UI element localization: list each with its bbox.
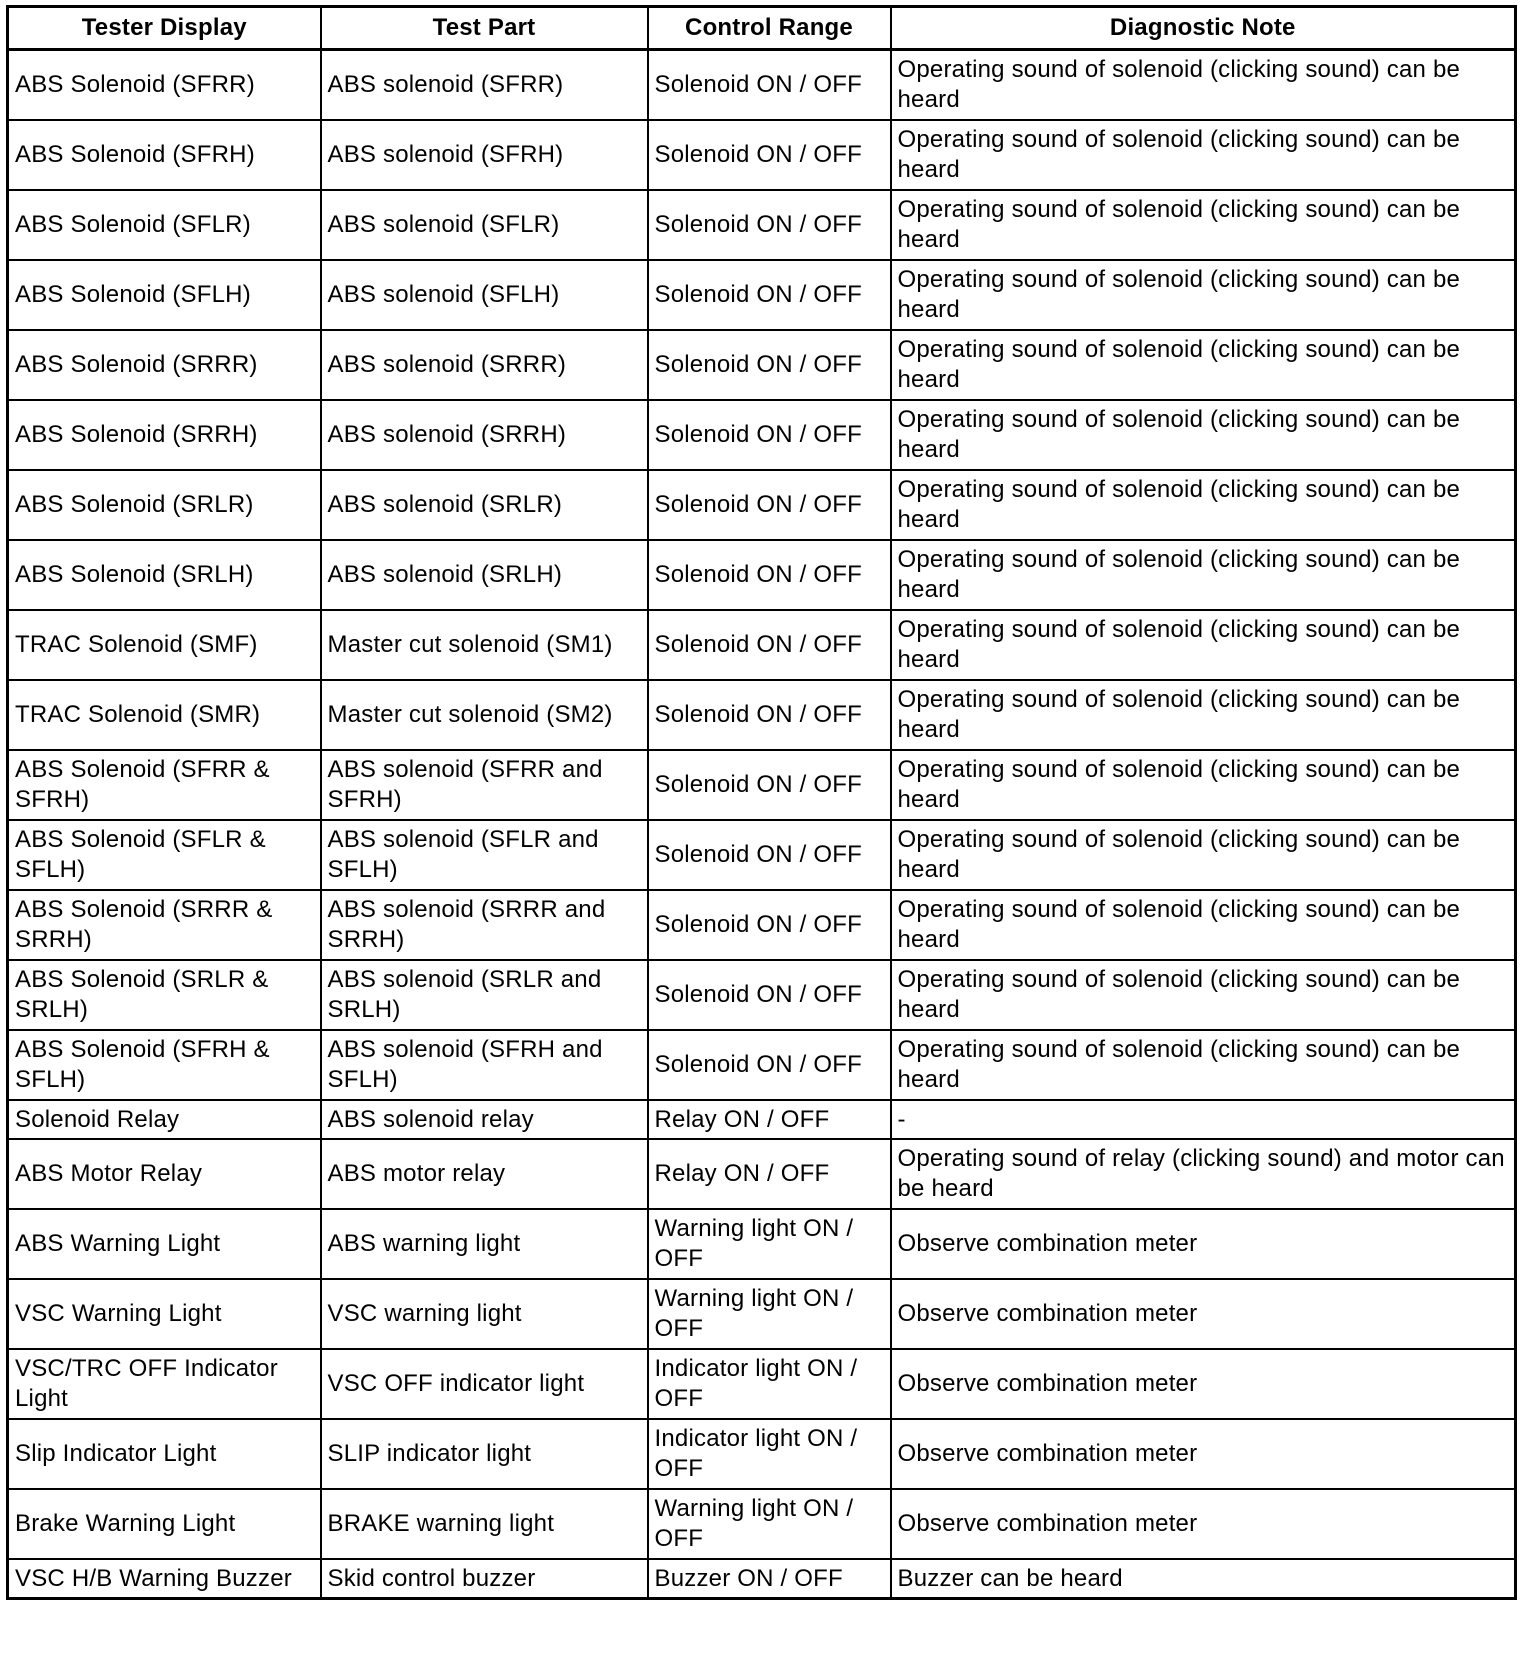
cell-test-part: VSC warning light <box>321 1279 648 1349</box>
cell-control-range: Solenoid ON / OFF <box>648 890 891 960</box>
cell-tester-display: ABS Solenoid (SFRH) <box>8 120 321 190</box>
cell-diagnostic-note: Operating sound of relay (clicking sound) and motor can be heard <box>891 1139 1516 1209</box>
cell-control-range: Solenoid ON / OFF <box>648 1030 891 1100</box>
cell-tester-display: VSC H/B Warning Buzzer <box>8 1559 321 1599</box>
cell-test-part: ABS solenoid relay <box>321 1100 648 1139</box>
cell-diagnostic-note: Operating sound of solenoid (clicking sound) can be heard <box>891 190 1516 260</box>
table-row <box>8 890 1516 960</box>
cell-diagnostic-note: Operating sound of solenoid (clicking sound) can be heard <box>891 540 1516 610</box>
cell-test-part: ABS solenoid (SRLR and SRLH) <box>321 960 648 1030</box>
cell-control-range: Indicator light ON / OFF <box>648 1349 891 1419</box>
cell-diagnostic-note: Observe combination meter <box>891 1349 1516 1419</box>
table-row <box>8 540 1516 610</box>
header-diagnostic-note: Diagnostic Note <box>891 7 1516 50</box>
cell-test-part: ABS solenoid (SFLH) <box>321 260 648 330</box>
cell-test-part: VSC OFF indicator light <box>321 1349 648 1419</box>
cell-diagnostic-note: Buzzer can be heard <box>891 1559 1516 1599</box>
cell-tester-display: ABS Solenoid (SFLR) <box>8 190 321 260</box>
cell-control-range: Solenoid ON / OFF <box>648 470 891 540</box>
cell-diagnostic-note: Operating sound of solenoid (clicking sound) can be heard <box>891 400 1516 470</box>
table-row <box>8 260 1516 330</box>
table-row <box>8 960 1516 1030</box>
cell-control-range: Buzzer ON / OFF <box>648 1559 891 1599</box>
table-row <box>8 1030 1516 1100</box>
cell-diagnostic-note: Operating sound of solenoid (clicking sound) can be heard <box>891 820 1516 890</box>
cell-diagnostic-note: Operating sound of solenoid (clicking sound) can be heard <box>891 750 1516 820</box>
cell-diagnostic-note: Operating sound of solenoid (clicking sound) can be heard <box>891 50 1516 121</box>
cell-tester-display: ABS Warning Light <box>8 1209 321 1279</box>
cell-test-part: SLIP indicator light <box>321 1419 648 1489</box>
cell-tester-display: ABS Solenoid (SFRR) <box>8 50 321 121</box>
cell-tester-display: ABS Solenoid (SFRR & SFRH) <box>8 750 321 820</box>
cell-tester-display: ABS Solenoid (SFLH) <box>8 260 321 330</box>
cell-test-part: ABS solenoid (SRLH) <box>321 540 648 610</box>
cell-test-part: ABS solenoid (SFRH and SFLH) <box>321 1030 648 1100</box>
cell-control-range: Relay ON / OFF <box>648 1139 891 1209</box>
table-row <box>8 330 1516 400</box>
cell-control-range: Relay ON / OFF <box>648 1100 891 1139</box>
cell-diagnostic-note: Observe combination meter <box>891 1209 1516 1279</box>
table-row <box>8 1100 1516 1139</box>
cell-tester-display: VSC/TRC OFF Indicator Light <box>8 1349 321 1419</box>
cell-test-part: Master cut solenoid (SM2) <box>321 680 648 750</box>
cell-tester-display: ABS Solenoid (SRLR) <box>8 470 321 540</box>
table-row <box>8 750 1516 820</box>
cell-diagnostic-note: Observe combination meter <box>891 1419 1516 1489</box>
cell-diagnostic-note: Observe combination meter <box>891 1489 1516 1559</box>
table-row <box>8 820 1516 890</box>
cell-test-part: ABS motor relay <box>321 1139 648 1209</box>
cell-diagnostic-note: Operating sound of solenoid (clicking sound) can be heard <box>891 330 1516 400</box>
cell-test-part: ABS solenoid (SFRR and SFRH) <box>321 750 648 820</box>
cell-tester-display: ABS Solenoid (SRLR & SRLH) <box>8 960 321 1030</box>
cell-diagnostic-note: Operating sound of solenoid (clicking sound) can be heard <box>891 1030 1516 1100</box>
cell-test-part: Master cut solenoid (SM1) <box>321 610 648 680</box>
cell-test-part: ABS solenoid (SFLR) <box>321 190 648 260</box>
cell-tester-display: TRAC Solenoid (SMR) <box>8 680 321 750</box>
cell-test-part: ABS solenoid (SFLR and SFLH) <box>321 820 648 890</box>
cell-control-range: Solenoid ON / OFF <box>648 610 891 680</box>
cell-test-part: ABS solenoid (SFRH) <box>321 120 648 190</box>
table-row <box>8 1279 1516 1349</box>
cell-test-part: ABS solenoid (SFRR) <box>321 50 648 121</box>
cell-tester-display: TRAC Solenoid (SMF) <box>8 610 321 680</box>
cell-tester-display: ABS Solenoid (SFLR & SFLH) <box>8 820 321 890</box>
cell-control-range: Solenoid ON / OFF <box>648 820 891 890</box>
active-test-table-sheet <box>6 5 1514 1600</box>
table-row <box>8 400 1516 470</box>
cell-control-range: Warning light ON / OFF <box>648 1279 891 1349</box>
cell-control-range: Solenoid ON / OFF <box>648 960 891 1030</box>
cell-control-range: Solenoid ON / OFF <box>648 120 891 190</box>
cell-tester-display: Solenoid Relay <box>8 1100 321 1139</box>
table-row <box>8 1349 1516 1419</box>
cell-control-range: Indicator light ON / OFF <box>648 1419 891 1489</box>
cell-tester-display: Slip Indicator Light <box>8 1419 321 1489</box>
cell-control-range: Solenoid ON / OFF <box>648 540 891 610</box>
cell-diagnostic-note: Operating sound of solenoid (clicking sound) can be heard <box>891 120 1516 190</box>
cell-tester-display: ABS Solenoid (SRRR) <box>8 330 321 400</box>
cell-diagnostic-note: Operating sound of solenoid (clicking sound) can be heard <box>891 470 1516 540</box>
header-tester-display: Tester Display <box>8 7 321 50</box>
cell-diagnostic-note: Operating sound of solenoid (clicking sound) can be heard <box>891 890 1516 960</box>
header-control-range: Control Range <box>648 7 891 50</box>
cell-control-range: Solenoid ON / OFF <box>648 750 891 820</box>
cell-tester-display: ABS Solenoid (SRRH) <box>8 400 321 470</box>
cell-test-part: ABS warning light <box>321 1209 648 1279</box>
cell-test-part: ABS solenoid (SRRH) <box>321 400 648 470</box>
cell-control-range: Solenoid ON / OFF <box>648 400 891 470</box>
table-row <box>8 50 1516 121</box>
header-test-part: Test Part <box>321 7 648 50</box>
cell-tester-display: ABS Solenoid (SRLH) <box>8 540 321 610</box>
cell-control-range: Solenoid ON / OFF <box>648 190 891 260</box>
cell-diagnostic-note: Operating sound of solenoid (clicking sound) can be heard <box>891 680 1516 750</box>
cell-control-range: Warning light ON / OFF <box>648 1209 891 1279</box>
cell-control-range: Solenoid ON / OFF <box>648 680 891 750</box>
cell-tester-display: VSC Warning Light <box>8 1279 321 1349</box>
cell-diagnostic-note: Observe combination meter <box>891 1279 1516 1349</box>
active-test-table <box>6 5 1517 1600</box>
table-row <box>8 120 1516 190</box>
cell-test-part: ABS solenoid (SRRR) <box>321 330 648 400</box>
cell-diagnostic-note: Operating sound of solenoid (clicking sound) can be heard <box>891 610 1516 680</box>
table-header-row <box>8 7 1516 50</box>
cell-test-part: BRAKE warning light <box>321 1489 648 1559</box>
table-row <box>8 680 1516 750</box>
cell-tester-display: ABS Solenoid (SFRH & SFLH) <box>8 1030 321 1100</box>
cell-test-part: ABS solenoid (SRRR and SRRH) <box>321 890 648 960</box>
cell-control-range: Solenoid ON / OFF <box>648 260 891 330</box>
cell-test-part: Skid control buzzer <box>321 1559 648 1599</box>
cell-tester-display: ABS Solenoid (SRRR & SRRH) <box>8 890 321 960</box>
table-row <box>8 1209 1516 1279</box>
cell-diagnostic-note: Operating sound of solenoid (clicking sound) can be heard <box>891 260 1516 330</box>
table-row <box>8 1489 1516 1559</box>
table-row <box>8 1559 1516 1599</box>
cell-control-range: Solenoid ON / OFF <box>648 330 891 400</box>
cell-diagnostic-note: Operating sound of solenoid (clicking sound) can be heard <box>891 960 1516 1030</box>
table-row <box>8 1139 1516 1209</box>
cell-test-part: ABS solenoid (SRLR) <box>321 470 648 540</box>
cell-tester-display: Brake Warning Light <box>8 1489 321 1559</box>
table-row <box>8 190 1516 260</box>
table-row <box>8 610 1516 680</box>
table-row <box>8 470 1516 540</box>
cell-tester-display: ABS Motor Relay <box>8 1139 321 1209</box>
cell-control-range: Solenoid ON / OFF <box>648 50 891 121</box>
table-row <box>8 1419 1516 1489</box>
cell-control-range: Warning light ON / OFF <box>648 1489 891 1559</box>
cell-diagnostic-note: - <box>891 1100 1516 1139</box>
